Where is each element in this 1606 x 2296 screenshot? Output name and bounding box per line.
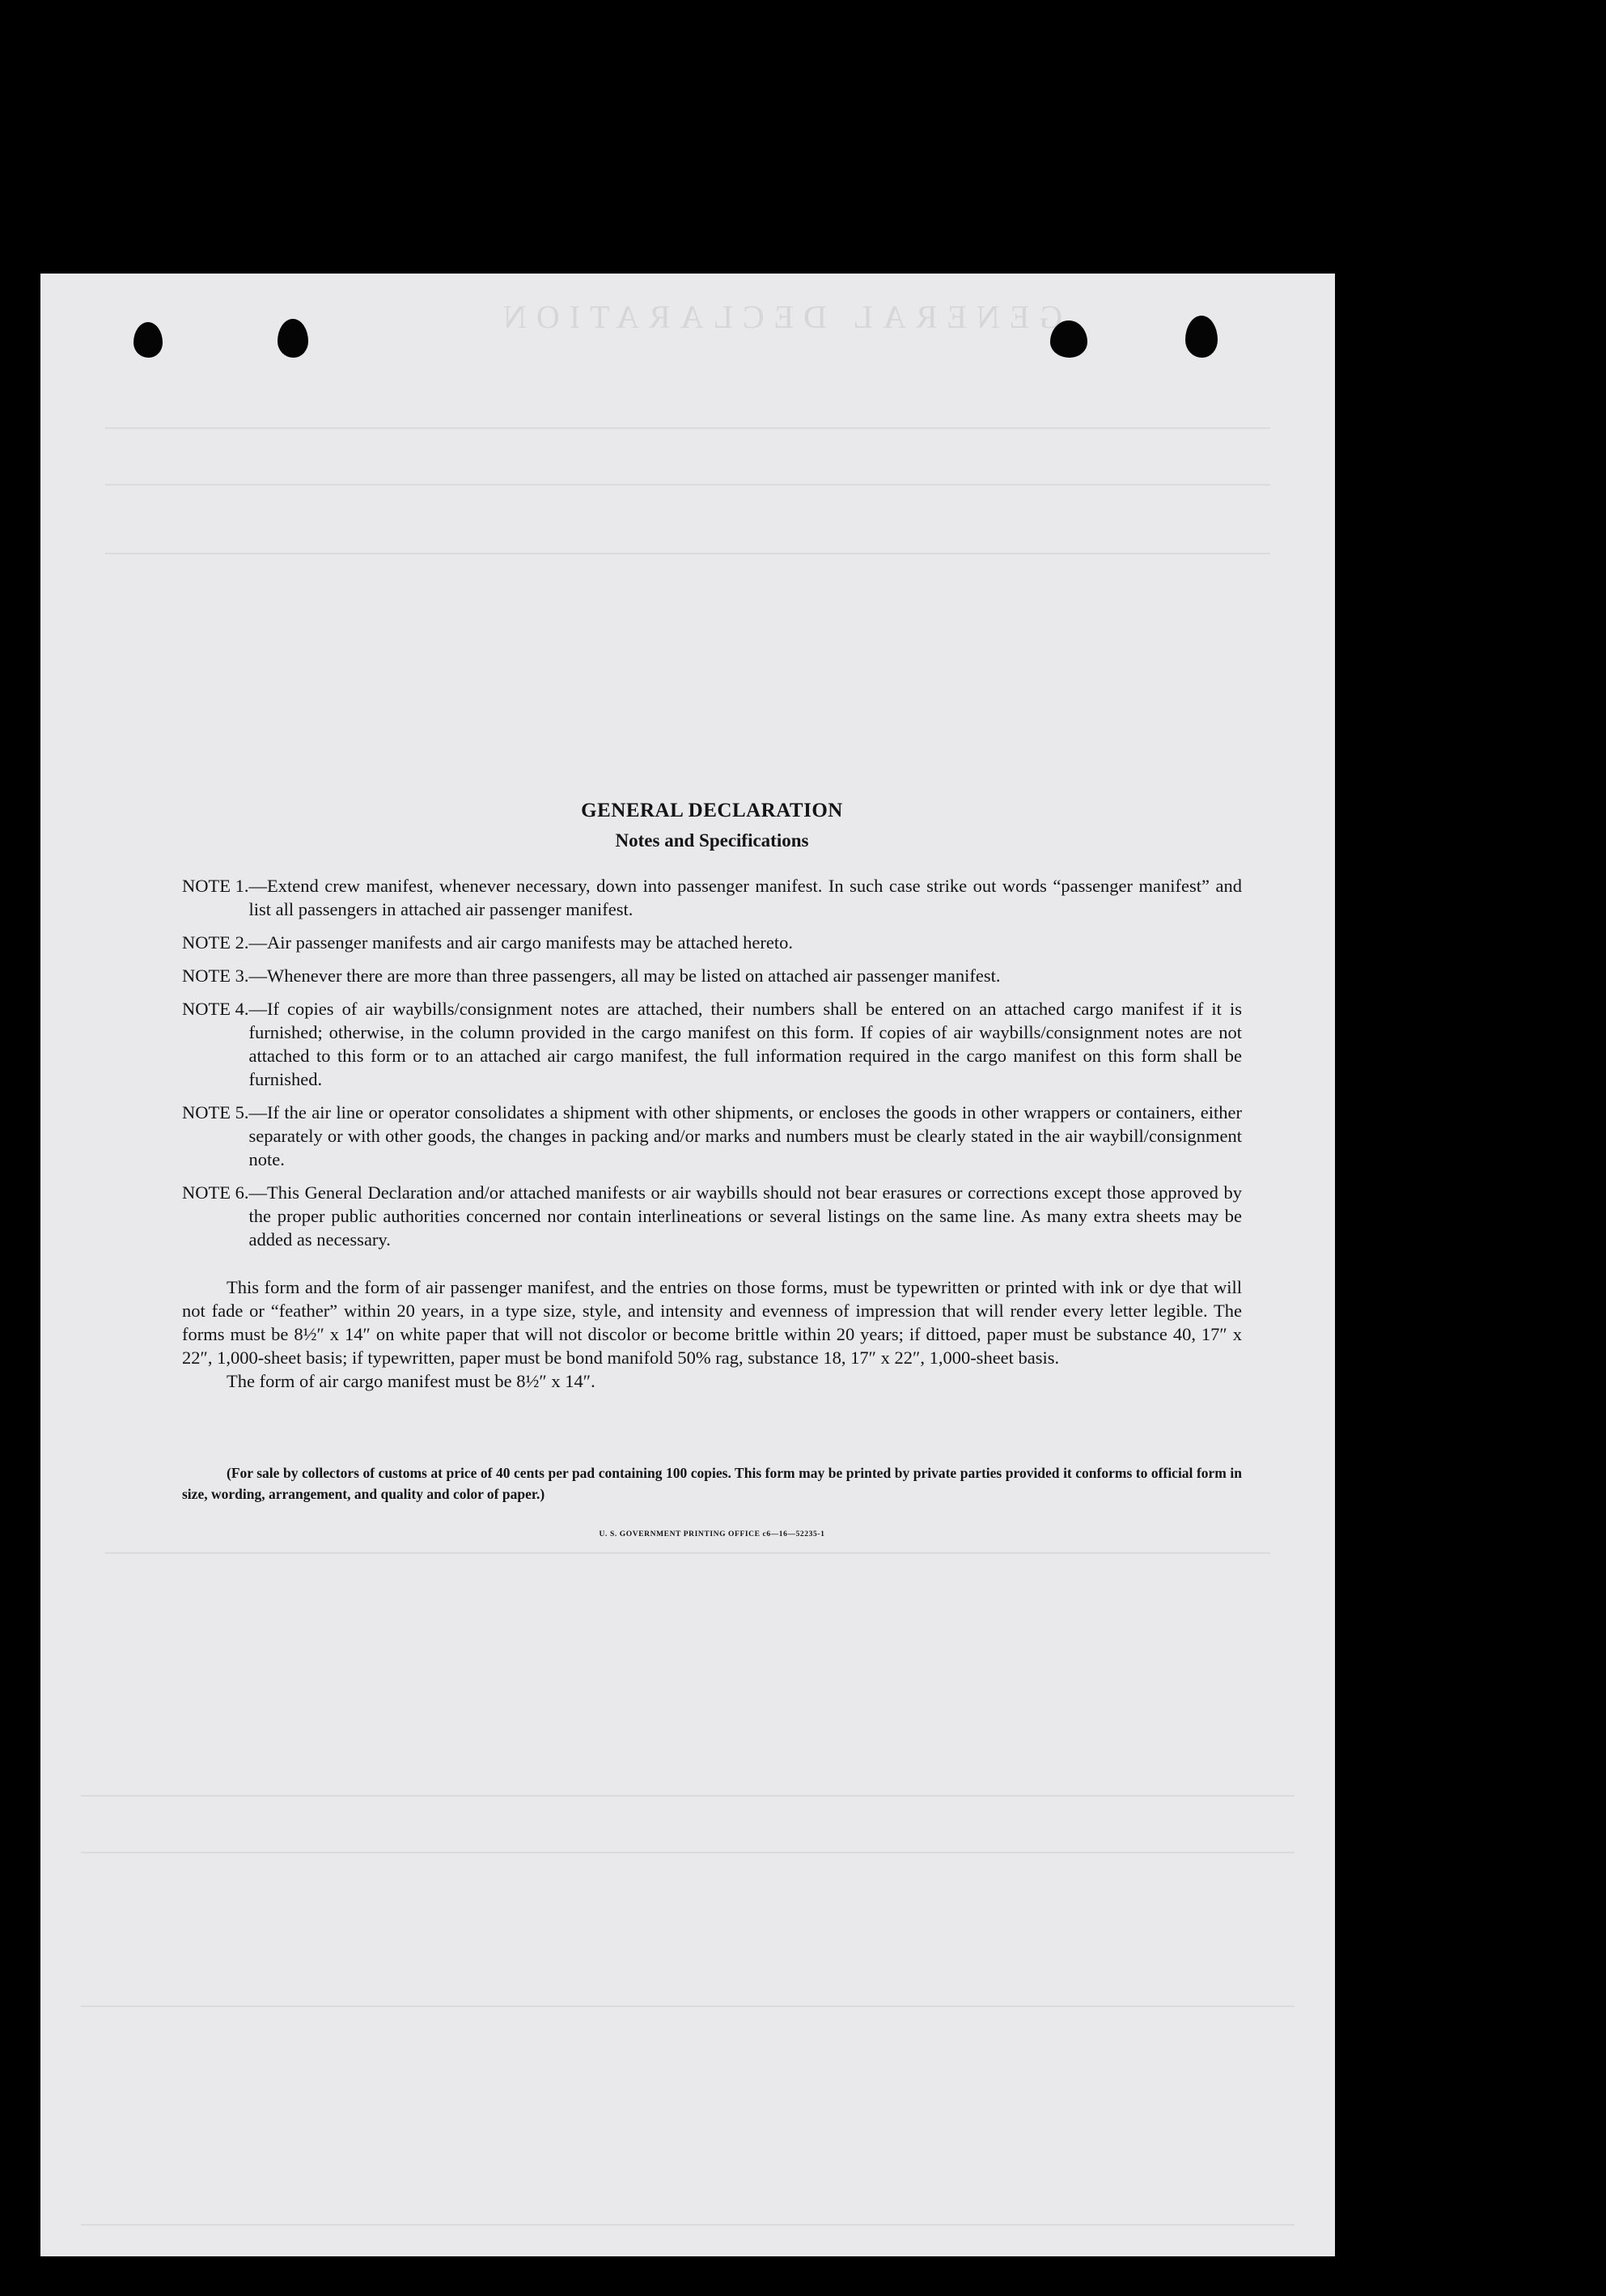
note-label: NOTE 5. bbox=[182, 1102, 249, 1123]
document-page bbox=[40, 274, 1335, 2256]
note-text: —Whenever there are more than three passengers, all may be listed on attached air passenger manifest. bbox=[248, 966, 1001, 986]
note-label: NOTE 1. bbox=[182, 876, 249, 896]
note-text: —Extend crew manifest, whenever necessary, down into passenger manifest. In such case strike out words “passenger manifest” and list all passengers in attached air passenger manifest. bbox=[248, 876, 1242, 919]
note-text: —Air passenger manifests and air cargo manifests may be attached hereto. bbox=[248, 932, 793, 953]
bleed-through-rule bbox=[105, 484, 1270, 486]
note-4 bbox=[182, 997, 1242, 1091]
note-label: NOTE 3. bbox=[182, 966, 249, 986]
punch-hole-2 bbox=[278, 319, 308, 358]
printer-imprint: U. S. GOVERNMENT PRINTING OFFICE c6—16—52235-1 bbox=[599, 1530, 825, 1538]
form-specification-paragraph: This form and the form of air passenger manifest, and the entries on those forms, must be typewritten or printed with ink or dye that will not fade or “feather” within 20 years, in a type size, style, and intensity and evenness of impression that will render every letter legible. The forms must be 8½″ x 14″ on white paper that will not discolor or become brittle within 20 years; if dittoed, paper must be substance 40, 17″ x 22″, 1,000-sheet basis; if typewritten, paper must be bond manifold 50% rag, substance 18, 17″ x 22″, 1,000-sheet basis. bbox=[182, 1277, 1242, 1368]
note-label: NOTE 4. bbox=[182, 999, 249, 1019]
note-text: —This General Declaration and/or attached manifests or air waybills should not bear erasures or corrections except those approved by the proper public authorities concerned nor contain interlineations or several listings on the same line. As many extra sheets may be added as necessary. bbox=[248, 1182, 1242, 1250]
note-text: —If copies of air waybills/consignment notes are attached, their numbers shall be entered on an attached cargo manifest if it is furnished; otherwise, in the column provided in the cargo manifest on this form. If copies of air waybills/consignment notes are not attached to this form or to an attached air cargo manifest, the full information required in the cargo manifest on this form shall be furnished. bbox=[248, 999, 1242, 1089]
bleed-through-rule bbox=[81, 2005, 1295, 2007]
punch-hole-1 bbox=[133, 322, 163, 358]
bleed-through-rule bbox=[81, 1795, 1295, 1797]
bleed-through-rule bbox=[105, 427, 1270, 429]
document-title: GENERAL DECLARATION bbox=[581, 800, 843, 821]
note-label: NOTE 6. bbox=[182, 1182, 249, 1203]
note-text: —If the air line or operator consolidates a shipment with other shipments, or encloses the goods in other wrappers or containers, either separately or with other goods, the changes in packing and/or marks and numbers must be clearly stated in the air waybill/consignment note. bbox=[248, 1102, 1242, 1169]
bleed-through-title: GENERAL DECLARATION bbox=[494, 299, 1063, 335]
note-3 bbox=[182, 964, 1242, 987]
bleed-through-rule bbox=[81, 1852, 1295, 1853]
note-5 bbox=[182, 1101, 1242, 1171]
punch-hole-4 bbox=[1185, 316, 1218, 358]
bleed-through-rule bbox=[105, 553, 1270, 554]
declaration-notes bbox=[182, 800, 1242, 1538]
sale-notice: (For sale by collectors of customs at price of 40 cents per pad containing 100 copies. This form may be printed by private parties provided it conforms to official form in size, wording, arrangement, and quality and color of paper.) bbox=[182, 1465, 1242, 1502]
note-1 bbox=[182, 874, 1242, 921]
note-label: NOTE 2. bbox=[182, 932, 249, 953]
bleed-through-rule bbox=[81, 2224, 1295, 2226]
document-subtitle: Notes and Specifications bbox=[615, 830, 809, 851]
note-2 bbox=[182, 931, 1242, 954]
note-6 bbox=[182, 1181, 1242, 1251]
cargo-manifest-size: The form of air cargo manifest must be 8½″ x 14″. bbox=[227, 1371, 595, 1391]
bleed-through-rule bbox=[105, 1552, 1270, 1554]
